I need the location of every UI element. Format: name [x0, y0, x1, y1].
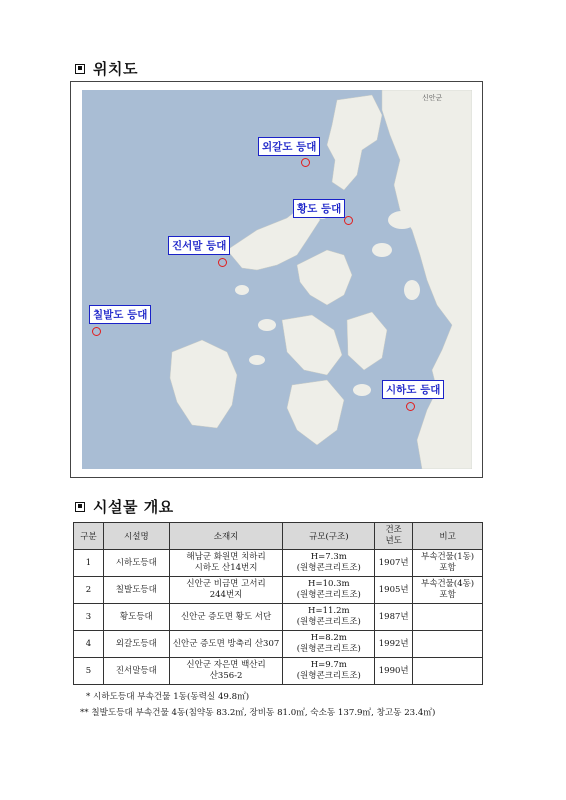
marker-jinseomal-lighthouse: [218, 258, 227, 267]
row-scale: H=8.2m (원형콘크리트조): [283, 631, 375, 658]
row-scale: H=7.3m (원형콘크리트조): [283, 550, 375, 577]
small-island: [404, 280, 420, 300]
table-row: [74, 658, 483, 685]
row-note: [413, 658, 483, 685]
row-year: 1905년: [375, 577, 413, 604]
table-row: [74, 631, 483, 658]
row-scale: H=11.2m (원형콘크리트조): [283, 604, 375, 631]
header-location: 소재지: [169, 523, 283, 550]
table-row: [74, 604, 483, 631]
row-name: 시하도등대: [103, 550, 169, 577]
small-island: [258, 319, 276, 331]
row-no: 4: [74, 631, 104, 658]
row-name: 칠발도등대: [103, 577, 169, 604]
row-note: 부속건물(4동) 포함: [413, 577, 483, 604]
location-section-title: [75, 58, 138, 79]
header-name: 시설명: [103, 523, 169, 550]
location-title-text: 위치도: [93, 60, 138, 78]
row-location: 신안군 증도면 황도 서단: [169, 604, 283, 631]
label-oegaldo-lighthouse: 외갈도 등대: [258, 137, 320, 156]
small-island: [249, 355, 265, 365]
row-year: 1987년: [375, 604, 413, 631]
label-jinseomal-lighthouse: 진서말 등대: [168, 236, 230, 255]
header-scale: 규모(구조): [283, 523, 375, 550]
table-row: [74, 577, 483, 604]
facility-table: [73, 522, 483, 685]
footnote-1: * 시하도등대 부속건물 1동(동력실 49.8㎡): [86, 692, 250, 702]
row-note: 부속건물(1동) 포함: [413, 550, 483, 577]
row-location: 신안군 자은면 백산리 산356-2: [169, 658, 283, 685]
marker-hwangdo-lighthouse: [344, 216, 353, 225]
header-no: 구분: [74, 523, 104, 550]
header-year: 건조 년도: [375, 523, 413, 550]
overview-title-text: 시설물 개요: [93, 498, 174, 516]
row-no: 1: [74, 550, 104, 577]
marker-chilbaldo-lighthouse: [92, 327, 101, 336]
footnote-2: ** 칠발도등대 부속건물 4동(침약동 83.2㎡, 장비동 81.0㎡, 숙소동 137.9㎡, 창고동 23.4㎡): [80, 708, 436, 718]
row-no: 2: [74, 577, 104, 604]
table-header-row: [74, 523, 483, 550]
row-no: 3: [74, 604, 104, 631]
marker-oegaldo-lighthouse: [301, 158, 310, 167]
marker-sihado-lighthouse: [406, 402, 415, 411]
row-name: 진서말등대: [103, 658, 169, 685]
row-year: 1992년: [375, 631, 413, 658]
small-island: [353, 384, 371, 396]
square-bullet-icon: [75, 64, 85, 74]
row-location: 해남군 화원면 치하리 시하도 산14번지: [169, 550, 283, 577]
map-region-label: 신안군: [422, 94, 443, 102]
label-hwangdo-lighthouse: 황도 등대: [293, 199, 345, 218]
small-island: [372, 243, 392, 257]
row-year: 1907년: [375, 550, 413, 577]
row-scale: H=10.3m (원형콘크리트조): [283, 577, 375, 604]
row-location: 신안군 증도면 방축리 산307: [169, 631, 283, 658]
small-island: [388, 211, 416, 229]
row-note: [413, 604, 483, 631]
small-island: [235, 285, 249, 295]
label-chilbaldo-lighthouse: 칠발도 등대: [89, 305, 151, 324]
row-name: 외갈도등대: [103, 631, 169, 658]
row-year: 1990년: [375, 658, 413, 685]
row-scale: H=9.7m (원형콘크리트조): [283, 658, 375, 685]
label-sihado-lighthouse: 시하도 등대: [382, 380, 444, 399]
header-note: 비고: [413, 523, 483, 550]
table-row: [74, 550, 483, 577]
row-note: [413, 631, 483, 658]
row-no: 5: [74, 658, 104, 685]
row-name: 황도등대: [103, 604, 169, 631]
square-bullet-icon: [75, 502, 85, 512]
overview-section-title: [75, 496, 174, 517]
row-location: 신안군 비금면 고서리 244번지: [169, 577, 283, 604]
